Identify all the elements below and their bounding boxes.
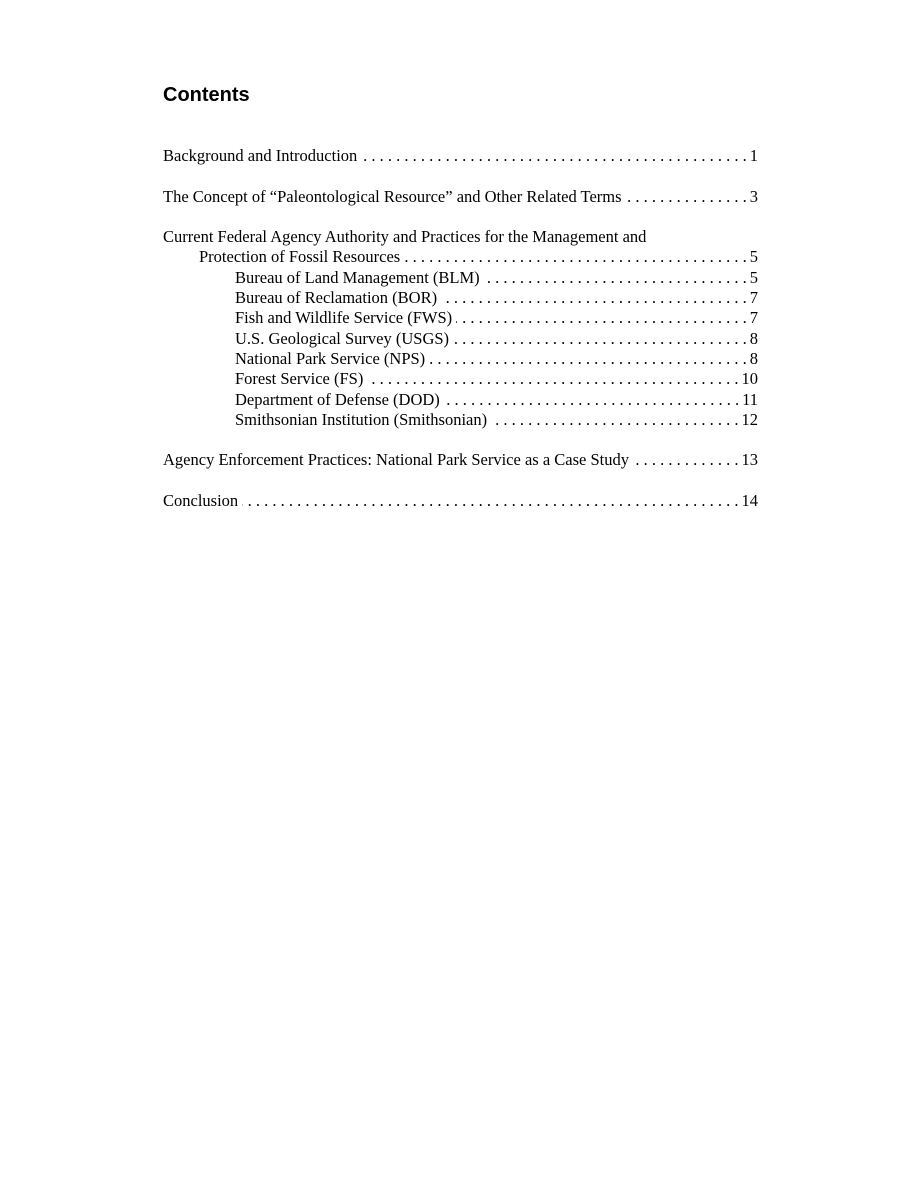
- dot-leader: [367, 369, 738, 389]
- toc-entry-title: Agency Enforcement Practices: National Park Service as a Case Study: [163, 450, 629, 470]
- dot-leader: [242, 491, 738, 511]
- toc-entry-title: National Park Service (NPS): [235, 348, 426, 368]
- table-of-contents: [163, 146, 758, 511]
- dot-leader: [361, 146, 746, 166]
- toc-entry-current-authority-line1[interactable]: [163, 227, 758, 247]
- spacer: [163, 166, 758, 186]
- toc-entry-fws[interactable]: [163, 308, 758, 328]
- toc-entry-background[interactable]: [163, 146, 758, 166]
- dot-leader: [453, 329, 747, 349]
- toc-page-number: 8: [749, 348, 758, 368]
- dot-leader: [429, 349, 747, 369]
- toc-entry-bor[interactable]: [163, 288, 758, 308]
- toc-entry-title: U.S. Geological Survey (USGS): [235, 328, 450, 348]
- toc-page-number: 14: [741, 491, 758, 511]
- toc-entry-title: Smithsonian Institution (Smithsonian): [235, 409, 488, 429]
- toc-page-number: 12: [741, 409, 758, 429]
- toc-entry-title: Forest Service (FS): [235, 369, 364, 389]
- toc-page-number: 10: [741, 369, 758, 389]
- toc-page-number: 13: [741, 450, 758, 470]
- dot-leader: [441, 288, 747, 308]
- toc-entry-fs[interactable]: [163, 369, 758, 389]
- toc-entry-nps[interactable]: [163, 349, 758, 369]
- toc-entry-title: Fish and Wildlife Service (FWS): [235, 308, 453, 328]
- toc-entry-title: Protection of Fossil Resources: [199, 247, 401, 267]
- toc-entry-title: Background and Introduction: [163, 146, 358, 165]
- toc-entry-title: Bureau of Land Management (BLM): [235, 267, 480, 287]
- toc-entry-dod[interactable]: [163, 390, 758, 410]
- toc-entry-title: The Concept of “Paleontological Resource” and Other Related Terms: [163, 186, 622, 206]
- toc-page-number: 5: [749, 267, 758, 287]
- dot-leader: [456, 308, 747, 328]
- dot-leader: [444, 390, 739, 410]
- toc-entry-current-authority-line2[interactable]: [163, 247, 758, 267]
- toc-page-number: 7: [749, 308, 758, 328]
- dot-leader: [626, 187, 747, 207]
- dot-leader: [491, 410, 738, 430]
- toc-entry-title: Current Federal Agency Authority and Practices for the Management and: [163, 227, 647, 247]
- toc-entry-title: Department of Defense (DOD): [235, 389, 440, 409]
- spacer: [163, 471, 758, 491]
- toc-entry-conclusion[interactable]: [163, 491, 758, 511]
- spacer: [163, 207, 758, 227]
- toc-entry-enforcement[interactable]: [163, 450, 758, 470]
- toc-entry-blm[interactable]: [163, 268, 758, 288]
- toc-page-number: 11: [742, 389, 758, 409]
- toc-entry-smithsonian[interactable]: [163, 410, 758, 430]
- toc-page-number: 7: [749, 288, 758, 308]
- toc-page-number: 5: [749, 247, 758, 267]
- toc-entry-concept[interactable]: [163, 187, 758, 207]
- dot-leader: [484, 268, 747, 288]
- dot-leader: [633, 450, 739, 470]
- toc-entry-title: Conclusion: [163, 491, 239, 511]
- toc-page-number: 8: [749, 328, 758, 348]
- contents-heading: Contents: [163, 84, 250, 106]
- toc-entry-usgs[interactable]: [163, 329, 758, 349]
- dot-leader: [404, 247, 747, 267]
- toc-page-number: 1: [749, 146, 758, 165]
- spacer: [163, 430, 758, 450]
- toc-page-number: 3: [749, 186, 758, 206]
- toc-entry-title: Bureau of Reclamation (BOR): [235, 288, 438, 308]
